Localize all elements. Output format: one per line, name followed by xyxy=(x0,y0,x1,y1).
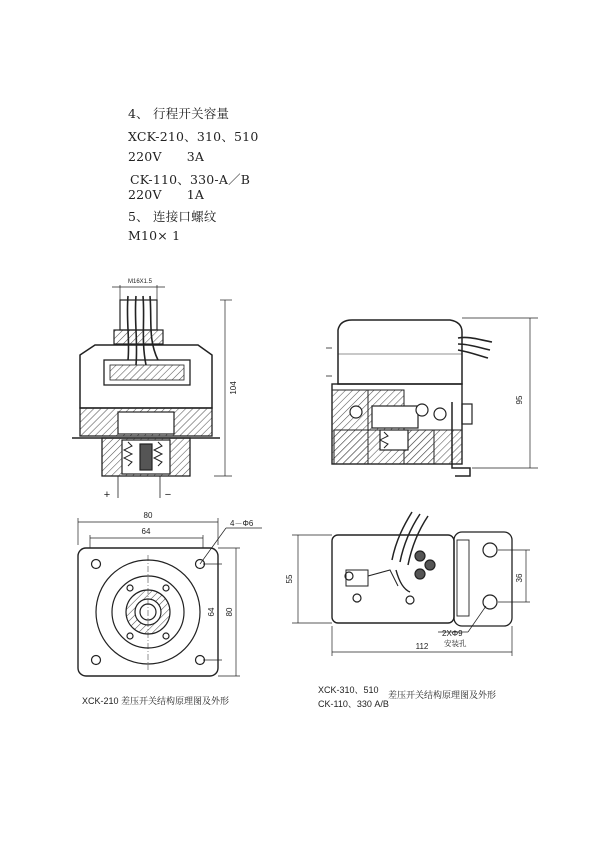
left-hole-label: 4－Φ6 xyxy=(230,519,254,528)
left-width-inner: 64 xyxy=(141,527,151,536)
plus-port-label: + xyxy=(103,489,111,501)
right-plan-view xyxy=(292,512,530,656)
capacity-heading: 4、 行程开关容量 xyxy=(128,106,230,121)
capacity-rating-2: 220V 1A xyxy=(128,187,205,202)
left-plan-view xyxy=(78,518,262,676)
left-height-inner: 64 xyxy=(207,607,216,617)
right-hole-label: 2XΦ9 xyxy=(442,629,463,638)
right-caption-models-2: CK-110、330 A/B xyxy=(318,699,389,709)
right-caption-title: 差压开关结构原理图及外形 xyxy=(388,690,497,700)
thread-value: M10× 1 xyxy=(128,228,181,243)
left-thread-label: M16X1.5 xyxy=(127,279,153,285)
left-section-view xyxy=(72,285,232,498)
capacity-models-2: CK-110、330-A／B xyxy=(130,172,251,187)
right-height-left: 55 xyxy=(285,574,294,584)
right-height-dim: 95 xyxy=(515,395,524,405)
right-width-dim: 112 xyxy=(415,642,429,651)
capacity-rating-1: 220V 3A xyxy=(128,149,205,164)
right-hole-spacing: 36 xyxy=(515,573,524,583)
minus-port-label: − xyxy=(164,489,172,501)
capacity-models-1: XCK-210、310、510 xyxy=(128,129,259,144)
thread-heading: 5、 连接口螺纹 xyxy=(128,209,217,224)
left-width-outer: 80 xyxy=(143,511,153,520)
right-caption-models-1: XCK-310、510 xyxy=(318,685,379,695)
left-caption: XCK-210 差压开关结构原理图及外形 xyxy=(82,696,230,706)
left-height-dim: 104 xyxy=(229,381,238,395)
right-section-view xyxy=(326,318,538,476)
left-height-outer: 80 xyxy=(225,607,234,617)
right-hole-note: 安装孔 xyxy=(444,639,467,648)
